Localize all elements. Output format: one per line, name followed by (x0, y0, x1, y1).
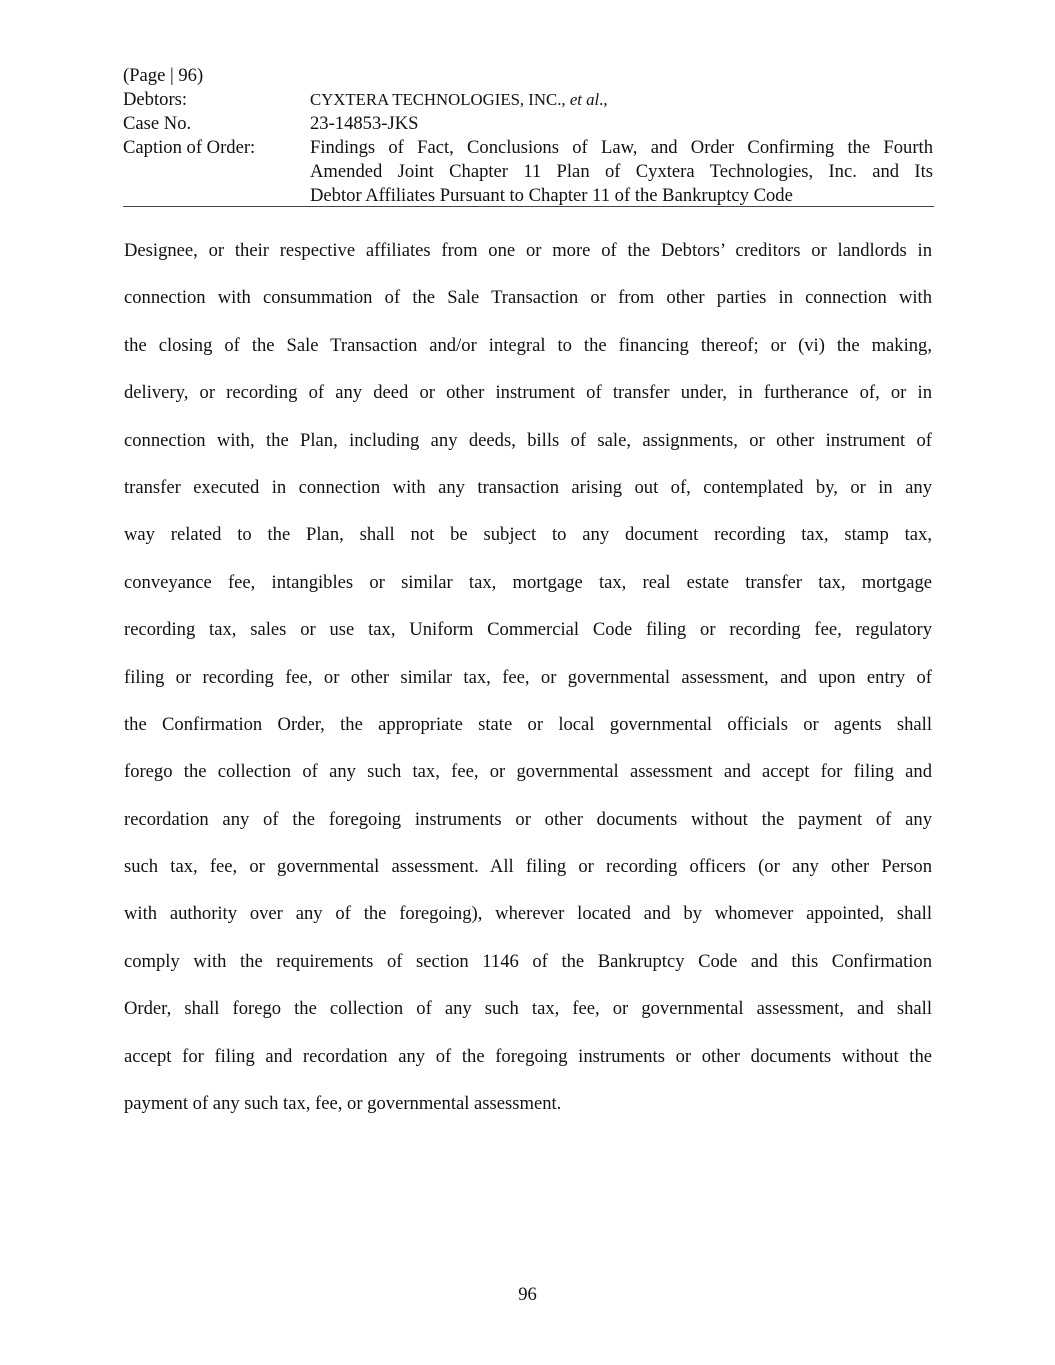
body-line: connection with, the Plan, including any deeds, bills of sale, assignments, or other instrument of (124, 429, 932, 451)
body-line: payment of any such tax, fee, or governmental assessment. (124, 1093, 562, 1115)
body-line: comply with the requirements of section 1146 of the Bankruptcy Code and this Confirmation (124, 950, 932, 972)
caption-line: Amended Joint Chapter 11 Plan of Cyxtera Technologies, Inc. and Its (310, 161, 933, 182)
body-line: filing or recording fee, or other similar tax, fee, or governmental assessment, and upon entry of (124, 666, 932, 688)
body-line: delivery, or recording of any deed or other instrument of transfer under, in furtherance of, or in (124, 382, 932, 404)
caption-label: Caption of Order: (123, 137, 256, 158)
page-reference: (Page | 96) (123, 65, 204, 86)
body-paragraph (124, 227, 932, 1127)
caption-line: Debtor Affiliates Pursuant to Chapter 11 of the Bankruptcy Code (310, 185, 793, 206)
case-number-value: 23-14853-JKS (310, 113, 419, 134)
body-line: accept for filing and recordation any of the foregoing instruments or other documents without the (124, 1045, 932, 1067)
body-line: connection with consummation of the Sale Transaction or from other parties in connection with (124, 287, 932, 309)
page-reference-row (123, 64, 933, 88)
header-divider (123, 206, 934, 207)
debtors-label: Debtors: (123, 89, 188, 110)
debtors-et-al: et al (569, 90, 600, 109)
page-number: 96 (518, 1284, 537, 1305)
body-line: recordation any of the foregoing instruments or other documents without the payment of any (124, 808, 932, 830)
caption-value (310, 136, 933, 208)
body-line: the closing of the Sale Transaction and/or integral to the financing thereof; or (vi) the making, (124, 334, 932, 356)
body-line: such tax, fee, or governmental assessment. All filing or recording officers (or any other Person (124, 856, 932, 878)
body-line: with authority over any of the foregoing), wherever located and by whomever appointed, shall (124, 903, 932, 925)
body-line: the Confirmation Order, the appropriate state or local governmental officials or agents shall (124, 713, 932, 735)
body-line: Order, shall forego the collection of any such tax, fee, or governmental assessment, and shall (124, 998, 932, 1020)
caption-line: Findings of Fact, Conclusions of Law, and Order Confirming the Fourth (310, 137, 933, 158)
debtors-name: CYXTERA TECHNOLOGIES, INC., (310, 90, 566, 109)
body-line: way related to the Plan, shall not be subject to any document recording tax, stamp tax, (124, 524, 932, 546)
body-line: forego the collection of any such tax, fee, or governmental assessment and accept for filing and (124, 761, 932, 783)
body-line: conveyance fee, intangibles or similar tax, mortgage tax, real estate transfer tax, mortgage (124, 571, 932, 593)
case-number-label: Case No. (123, 113, 192, 134)
page-header (123, 64, 933, 208)
debtors-value (310, 88, 933, 112)
body-line: recording tax, sales or use tax, Uniform Commercial Code filing or recording fee, regulatory (124, 619, 932, 641)
body-line: transfer executed in connection with any transaction arising out of, contemplated by, or in any (124, 476, 932, 498)
caption-row (123, 136, 933, 208)
debtors-tail: ., (599, 90, 608, 109)
debtors-row (123, 88, 933, 112)
body-line: Designee, or their respective affiliates from one or more of the Debtors’ creditors or landlords in (124, 240, 932, 261)
case-number-row (123, 112, 933, 136)
